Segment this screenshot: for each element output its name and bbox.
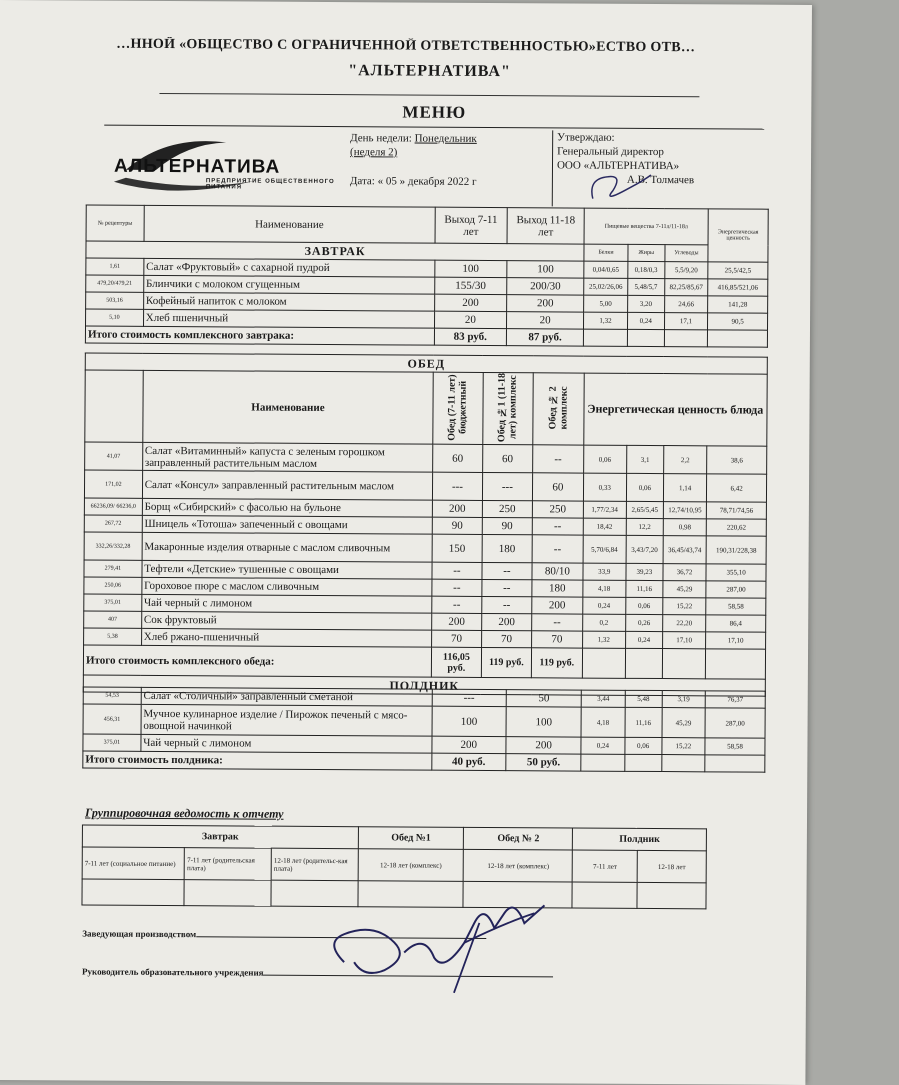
table-row: 503,16 Кофейный напиток с молоком 200 200 5,00 3,20 24,66 141,28 xyxy=(86,292,768,313)
logo-subtitle: ПРЕДПРИЯТИЕ ОБЩЕСТВЕННОГО ПИТАНИЯ xyxy=(205,178,335,191)
table-row: 375,01 Чай черный с лимоном 200 200 0,24 0,06 15,22 58,58 xyxy=(83,734,765,755)
breakfast-total: Итого стоимость комплексного завтрака: 83 руб. 87 руб. xyxy=(85,326,767,347)
table-row: 479,20/479,21 Блинчики с молоком сгущенным 155/30 200/30 25,02/26,06 5,48/5,7 82,25/85,67 416,85/521,06 xyxy=(86,275,768,296)
col-protein: Белки xyxy=(584,244,627,261)
col-name: Наименование xyxy=(144,205,435,243)
org-name: "АЛЬТЕРНАТИВА" xyxy=(348,62,511,81)
day-value: Понедельник xyxy=(414,132,477,145)
menu-header xyxy=(104,125,764,210)
col-energy: Энергетическая ценность xyxy=(708,209,768,262)
table-row: 41,07 Салат «Витаминный» капуста с зеленым горошком заправленный растительным маслом 60 60 -- 0,06 3,1 2,2 38,6 xyxy=(85,442,767,474)
lunch-table xyxy=(83,353,768,697)
snack-title: ПОЛДНИК xyxy=(83,675,765,696)
lunch-col-a: Обед (7-11 лет) бюджетный xyxy=(446,373,470,441)
table-row: 250,06 Гороховое пюре с маслом сливочным -- -- 180 4,18 11,16 45,29 287,00 xyxy=(84,577,766,598)
company-logo xyxy=(106,130,346,203)
table-row: 5,10 Хлеб пшеничный 20 20 1,32 0,24 17,1 90,5 xyxy=(86,309,768,330)
col-fat: Жиры xyxy=(628,244,665,261)
week-number: (неделя 2) xyxy=(350,146,398,159)
approval-block xyxy=(552,130,767,207)
table-row: 407 Сок фруктовый 200 200 -- 0,2 0,26 22,20 86,4 xyxy=(84,611,766,632)
approve-company: ООО «АЛЬТЕРНАТИВА» xyxy=(556,159,680,173)
group-title: Группировочная ведомость к отчету xyxy=(84,805,284,821)
day-label: День недели: xyxy=(350,132,412,145)
logo-text: АЛЬТЕРНАТИВА xyxy=(113,155,281,178)
table-row: 267,72 Шницель «Тотоша» запеченный с овощами 90 90 -- 18,42 12,2 0,98 220,62 xyxy=(84,515,766,536)
approve-name: А.В. Толмачев xyxy=(626,173,695,187)
group-lunch2: Обед № 2 xyxy=(464,827,573,850)
table-row: 171,02 Салат «Консул» заправленный растительным маслом --- --- 60 0,33 0,06 1,14 6,42 xyxy=(84,470,766,502)
org-header: …ННОЙ «ОБЩЕСТВО С ОГРАНИЧЕННОЙ ОТВЕТСТВЕННОСТЬЮ»ЕСТВО ОТВ… xyxy=(116,36,696,56)
group-lunch1: Обед №1 xyxy=(358,827,464,850)
sign-production: Заведующая производством xyxy=(82,929,486,941)
table-row: 54,53 Салат «Столичный» заправленный сметаной --- 50 3,44 5,48 3,19 76,37 xyxy=(83,687,765,708)
menu-date: Дата: « 05 » декабря 2022 г xyxy=(349,175,477,188)
divider xyxy=(159,93,699,97)
lunch-col-energy: Энергетическая ценность блюда xyxy=(583,373,767,446)
col-out1: Выход 7-11 лет xyxy=(435,207,507,243)
table-row: 66236,09/ 66236,0 Борщ «Сибирский» с фасолью на бульоне 200 250 250 1,77/2,34 2,65/5,45 12,74/10,95 78,71/74,56 xyxy=(84,498,766,519)
group-table: Завтрак Обед №1 Обед № 2 Полдник 7-11 лет (социальное питание) 7-11 лет (родительская плата) 12-18 лет (родительс-кая плата) 12-18 лет (комплекс) 12-18 лет (комплекс) 7-11 лет 12-18 лет xyxy=(81,825,706,910)
director-signature-icon xyxy=(583,169,653,205)
lunch-col-b: Обед №1 (11-18 лет) комплекс xyxy=(496,372,520,442)
table-row: 279,41 Тефтели «Детские» тушенные с овощами -- -- 80/10 33,9 39,23 36,72 355,10 xyxy=(84,560,766,581)
snack-total: Итого стоимость полдника: 40 руб. 50 руб. xyxy=(83,751,765,772)
col-out2: Выход 11-18 лет xyxy=(507,208,585,244)
group-snack: Полдник xyxy=(573,828,707,851)
day-of-week xyxy=(350,131,550,160)
col-carb: Углеводы xyxy=(665,245,708,262)
lunch-total: Итого стоимость комплексного обеда: 116,05 руб. 119 руб. 119 руб. xyxy=(83,645,765,679)
lunch-col-c: Обед № 2 комплекс xyxy=(547,385,570,430)
breakfast-table xyxy=(85,205,769,348)
lunch-col-name: Наименование xyxy=(142,370,433,444)
menu-title: МЕНЮ xyxy=(402,102,467,122)
approve-position: Генеральный директор xyxy=(557,145,664,159)
handwritten-signature-icon xyxy=(314,882,575,1014)
breakfast-title: ЗАВТРАК xyxy=(86,241,584,261)
col-recipe: № рецептуры xyxy=(86,205,144,241)
lunch-title: ОБЕД xyxy=(85,353,767,374)
table-row: 1,61 Салат «Фруктовый» с сахарной пудрой 100 100 0,04/0,65 0,18/0,3 5,5/9,20 25,5/42,5 xyxy=(86,258,768,279)
group-breakfast: Завтрак xyxy=(82,825,358,849)
table-row: 456,31 Мучное кулинарное изделие / Пирожок печеный с мясо-овощной начинкой 100 100 4,18 11,16 45,29 287,00 xyxy=(83,704,765,738)
col-nutrients: Пищевые вещества 7-11л/11-18л xyxy=(584,208,708,245)
sign-director: Руководитель образовательного учреждения xyxy=(82,967,554,980)
table-row: 332,26/332,28 Макаронные изделия отварные с маслом сливочным 150 180 -- 5,70/6,84 3,43/7,20 36,45/43,74 190,31/228,38 xyxy=(84,532,766,564)
approve-label: Утверждаю: xyxy=(557,131,615,144)
snack-table xyxy=(82,687,765,773)
table-row: 375,01 Чай черный с лимоном -- -- 200 0,24 0,06 15,22 58,58 xyxy=(84,594,766,615)
table-row: 5,38 Хлеб ржано-пшеничный 70 70 70 1,32 0,24 17,10 17,10 xyxy=(84,628,766,649)
